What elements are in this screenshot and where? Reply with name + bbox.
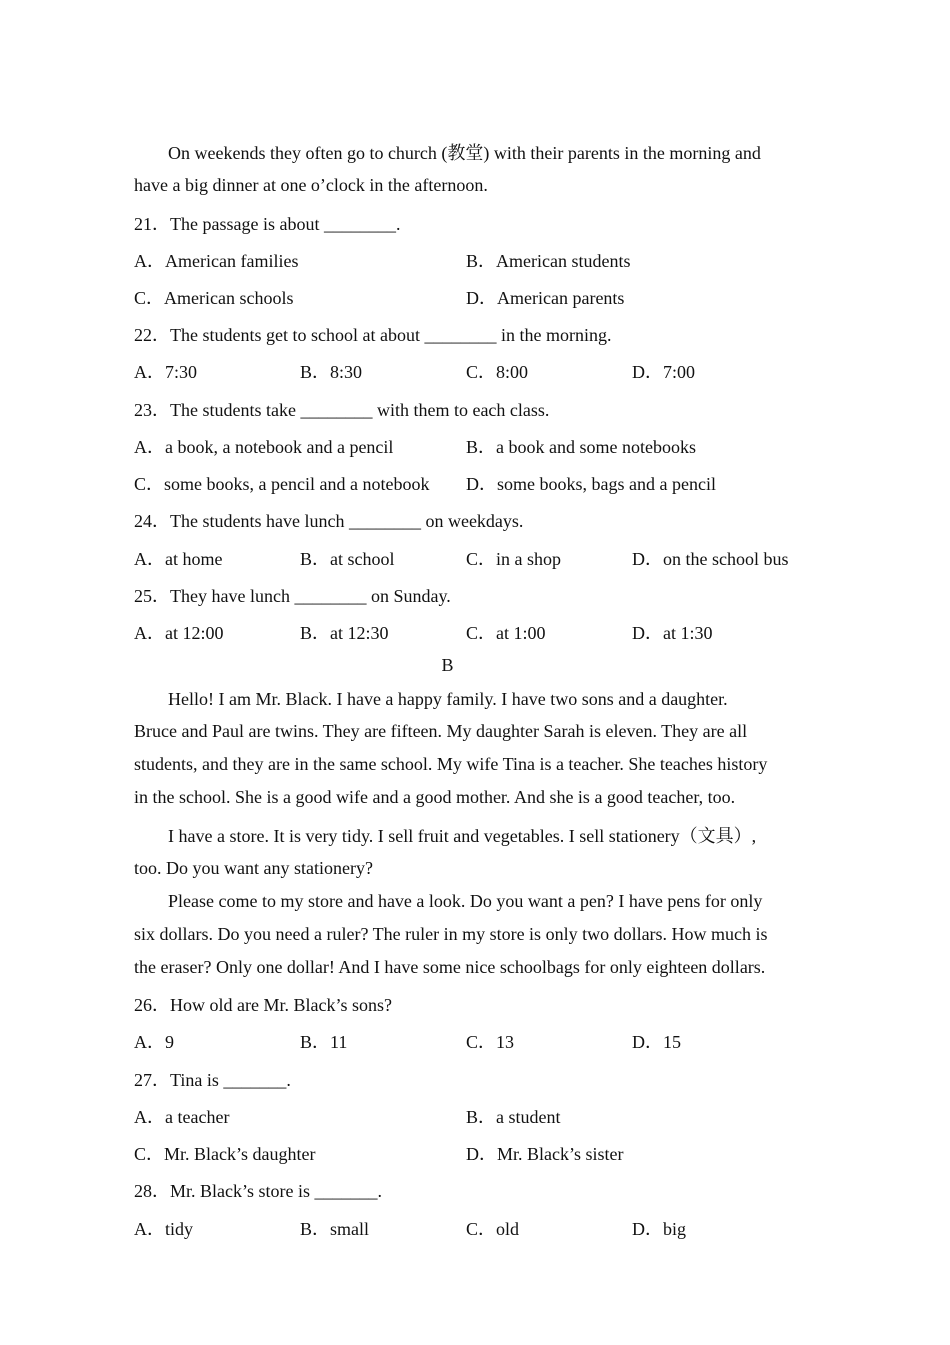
question-28-option-d: D．big: [632, 1219, 686, 1239]
passage-b-line: the eraser? Only one dollar! And I have some nice schoolbags for only eighteen dollars.: [134, 957, 766, 977]
question-25-option-a: A．at 12:00: [134, 623, 224, 643]
question-23-option-a: A．a book, a notebook and a pencil: [134, 437, 394, 457]
question-28-option-b: B．small: [300, 1219, 370, 1239]
question-24-option-a: A．at home: [134, 549, 223, 569]
question-27-stem: 27．Tina is _______.: [134, 1070, 291, 1090]
question-23-option-b: B．a book and some notebooks: [466, 437, 696, 457]
question-23-option-c: C．some books, a pencil and a notebook: [134, 474, 430, 494]
question-22-option-d: D．7:00: [632, 362, 695, 382]
question-24-option-c: C．in a shop: [466, 549, 562, 569]
question-23-option-d: D．some books, bags and a pencil: [466, 474, 716, 494]
question-25-option-c: C．at 1:00: [466, 623, 546, 643]
question-22-option-a: A．7:30: [134, 362, 197, 382]
question-24-option-b: B．at school: [300, 549, 395, 569]
question-28-option-c: C．old: [466, 1219, 520, 1239]
passage-b-line: Hello! I am Mr. Black. I have a happy family. I have two sons and a daughter.: [168, 689, 728, 709]
passage-b-line: too. Do you want any stationery?: [134, 858, 373, 878]
passage-b-line: Bruce and Paul are twins. They are fifteen. My daughter Sarah is eleven. They are all: [134, 721, 748, 741]
question-22-option-c: C．8:00: [466, 362, 529, 382]
question-26-option-c: C．13: [466, 1032, 515, 1052]
question-26-option-a: A．9: [134, 1032, 174, 1052]
question-27-option-c: C．Mr. Black’s daughter: [134, 1144, 316, 1164]
passage-b-line: six dollars. Do you need a ruler? The ruler in my store is only two dollars. How much is: [134, 924, 768, 944]
passage-b-line: students, and they are in the same school. My wife Tina is a teacher. She teaches history: [134, 754, 768, 774]
question-21-option-b: B．American students: [466, 251, 631, 271]
passage-b-line: Please come to my store and have a look. Do you want a pen? I have pens for only: [168, 891, 763, 911]
question-26-option-b: B．11: [300, 1032, 348, 1052]
question-23-stem: 23．The students take ________ with them to each class.: [134, 400, 550, 420]
question-22-stem: 22．The students get to school at about ________ in the morning.: [134, 325, 612, 345]
question-26-option-d: D．15: [632, 1032, 681, 1052]
question-27-option-a: A．a teacher: [134, 1107, 230, 1127]
passage-b-line: in the school. She is a good wife and a good mother. And she is a good teacher, too.: [134, 787, 736, 807]
question-25-option-d: D．at 1:30: [632, 623, 713, 643]
passage-a-line: On weekends they often go to church (教堂) with their parents in the morning and: [168, 143, 761, 163]
question-28-stem: 28．Mr. Black’s store is _______.: [134, 1181, 382, 1201]
question-22-option-b: B．8:30: [300, 362, 363, 382]
passage-b-line: I have a store. It is very tidy. I sell fruit and vegetables. I sell stationery（文具）,: [168, 826, 757, 846]
question-25-stem: 25．They have lunch ________ on Sunday.: [134, 586, 451, 606]
question-21-option-d: D．American parents: [466, 288, 625, 308]
question-26-stem: 26．How old are Mr. Black’s sons?: [134, 995, 392, 1015]
question-28-option-a: A．tidy: [134, 1219, 194, 1239]
question-24-option-d: D．on the school bus: [632, 549, 789, 569]
question-27-option-d: D．Mr. Black’s sister: [466, 1144, 624, 1164]
question-24-stem: 24．The students have lunch ________ on weekdays.: [134, 511, 524, 531]
question-21-stem: 21．The passage is about ________.: [134, 214, 401, 234]
passage-a-line: have a big dinner at one o’clock in the afternoon.: [134, 175, 488, 195]
question-21-option-a: A．American families: [134, 251, 299, 271]
question-25-option-b: B．at 12:30: [300, 623, 389, 643]
section-b-title: B: [441, 655, 454, 675]
question-27-option-b: B．a student: [466, 1107, 561, 1127]
question-21-option-c: C．American schools: [134, 288, 294, 308]
